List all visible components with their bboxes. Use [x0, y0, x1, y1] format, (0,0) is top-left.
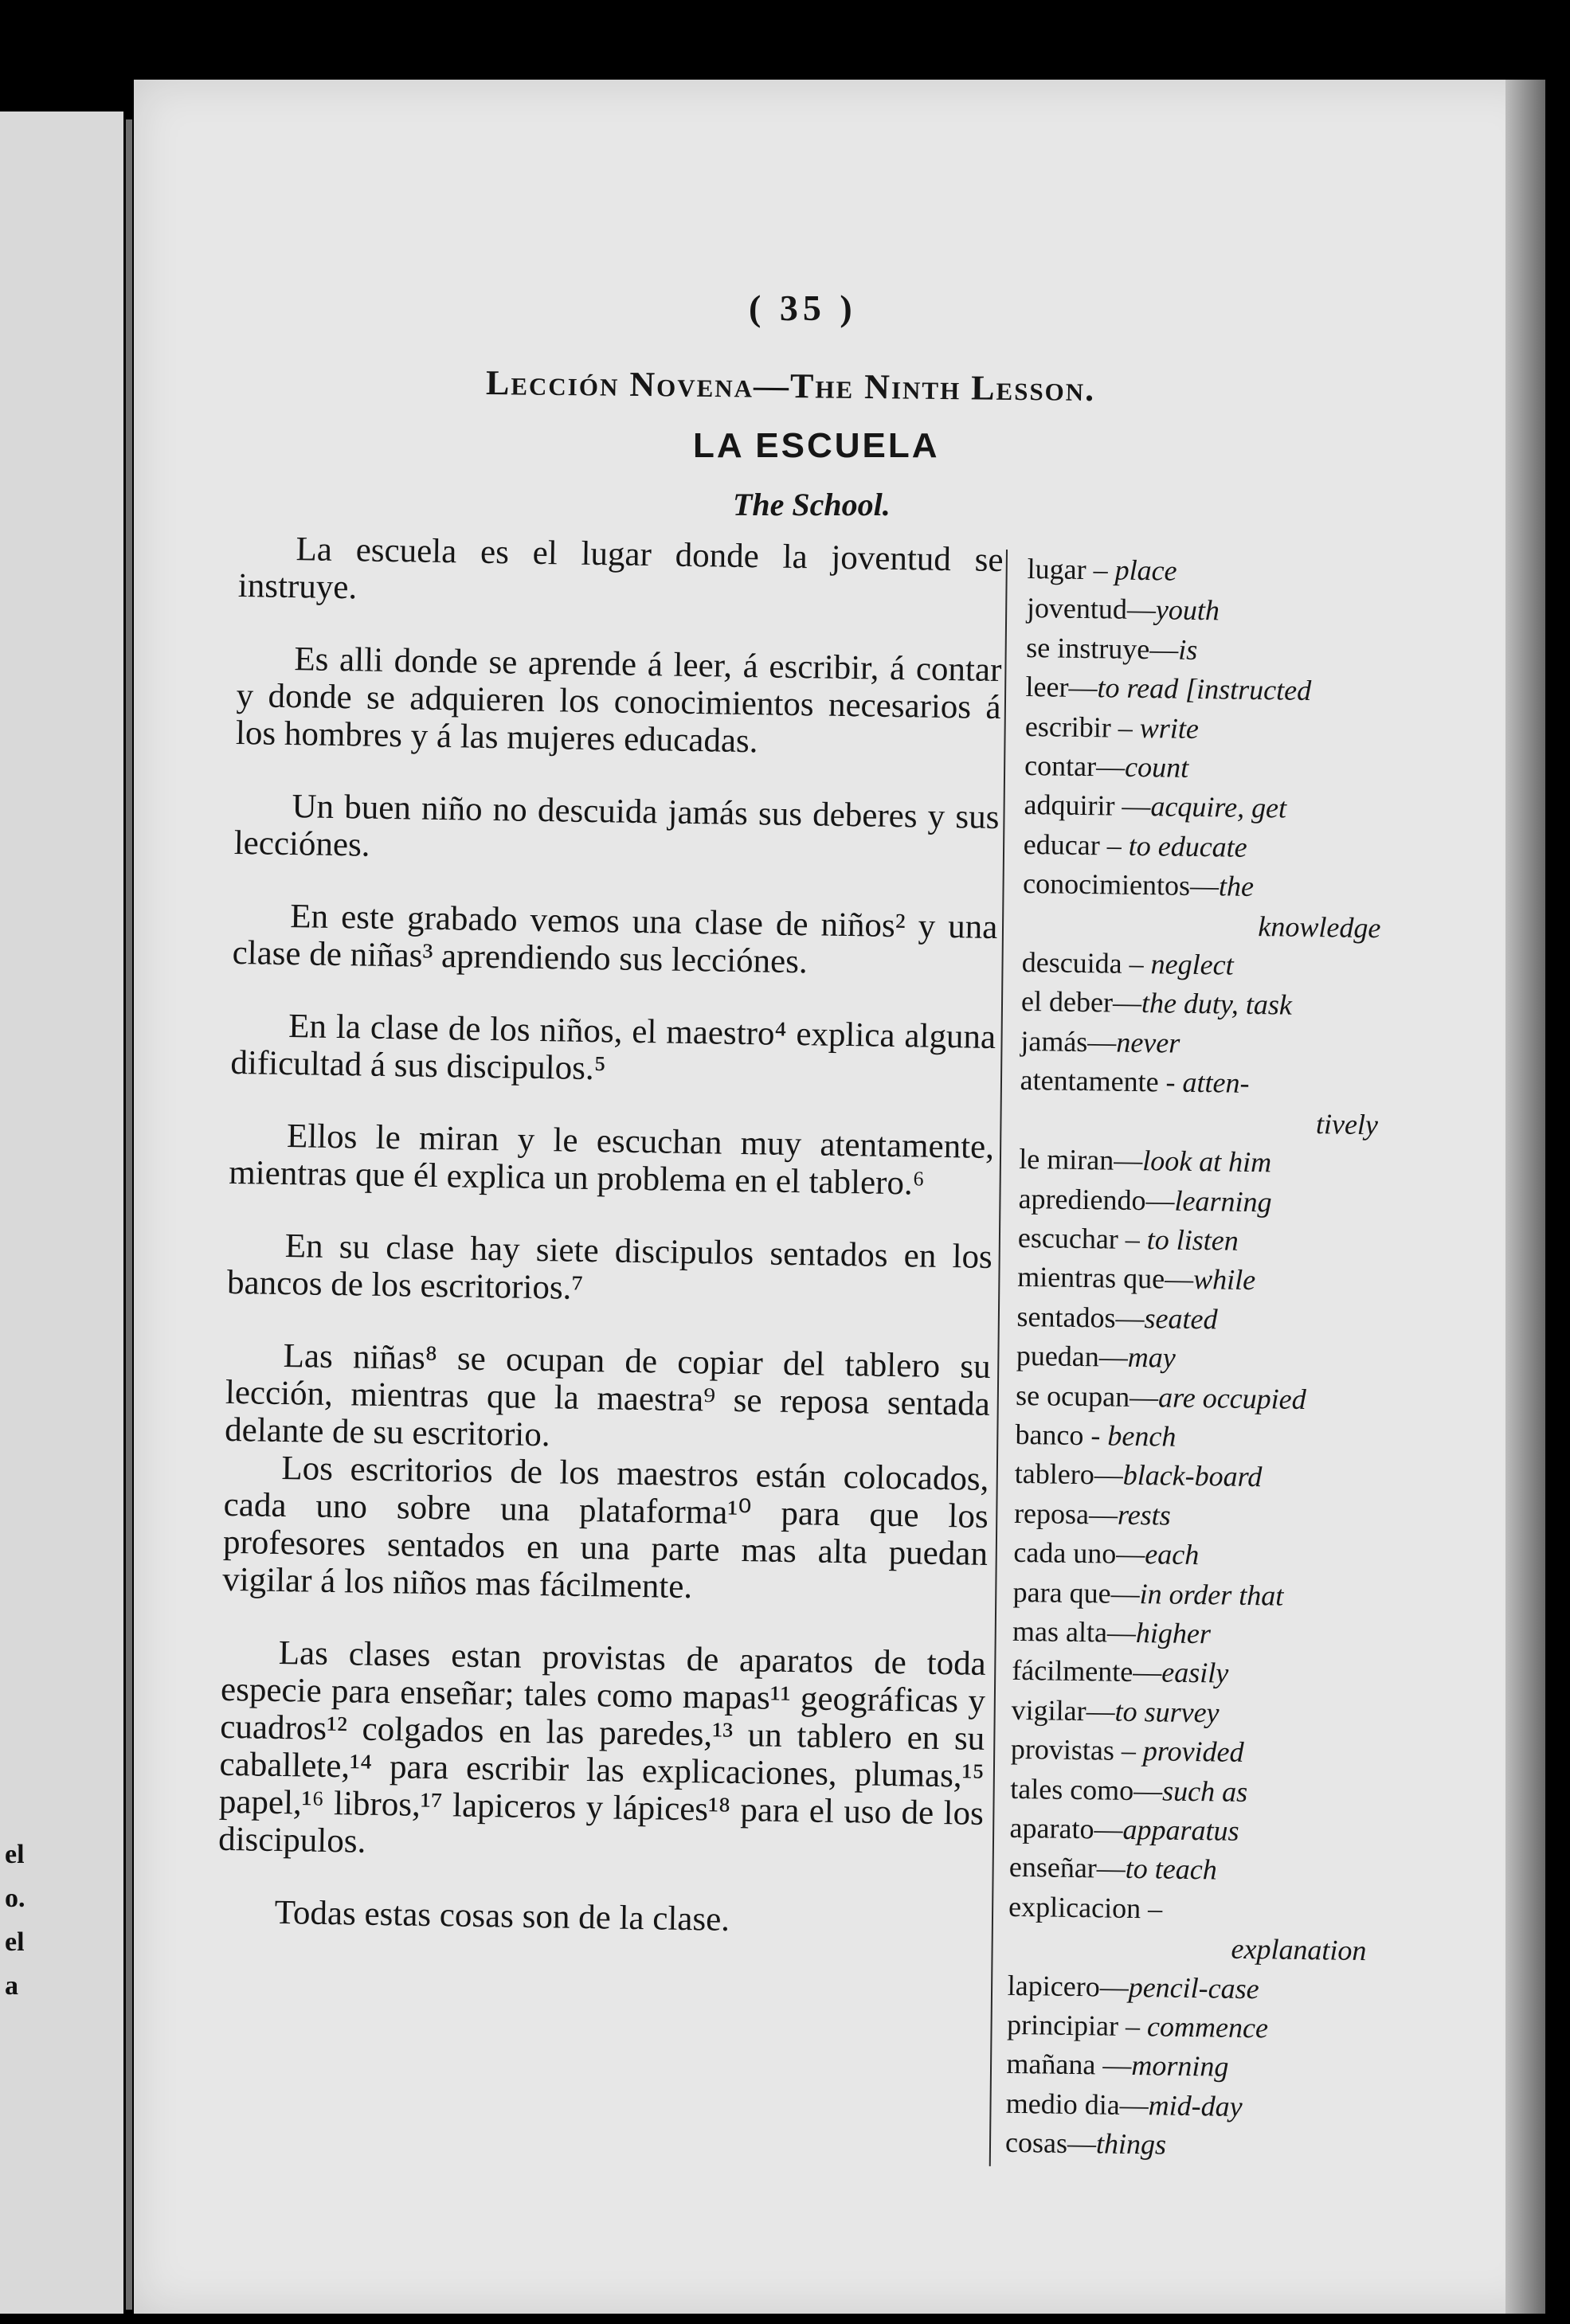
spanish-term: aprediendo—: [1018, 1182, 1175, 1217]
spanish-term: se ocupan—: [1015, 1379, 1159, 1413]
paragraph: En la clase de los niños, el maestro⁴ explica alguna dificultad á sus discipulos.⁵: [230, 1007, 996, 1088]
vocabulary-entry: [1007, 2005, 1374, 2050]
facing-page-mark: o.: [5, 1884, 25, 1913]
vocabulary-entry: [1007, 1966, 1374, 2010]
vocabulary-entry: [1015, 1415, 1382, 1460]
vocabulary-entry: [1024, 746, 1392, 791]
english-gloss: to survey: [1114, 1695, 1220, 1729]
vocabulary-entry: [1026, 628, 1393, 673]
vocabulary-entry: [1024, 785, 1391, 830]
paragraph: En este grabado vemos una clase de niños² y una clase de niñas³ aprendiendo sus lecciónes.: [232, 898, 998, 981]
english-gloss: things: [1095, 2127, 1167, 2161]
vocabulary-entry: [1027, 550, 1394, 594]
vocabulary-entry: [1020, 1022, 1388, 1066]
spanish-term: jamás—: [1020, 1024, 1117, 1058]
spanish-term: provistas –: [1010, 1733, 1144, 1767]
vocabulary-entry: [1025, 707, 1392, 752]
spanish-term: puedan—: [1016, 1340, 1129, 1373]
vocabulary-entry: [1016, 1375, 1383, 1420]
vocabulary-entry: [1016, 1297, 1384, 1342]
english-gloss: commence: [1146, 2010, 1269, 2044]
english-gloss: morning: [1131, 2049, 1229, 2083]
vocabulary-entry: [1010, 1769, 1377, 1813]
english-gloss: provided: [1142, 1735, 1244, 1769]
spanish-term: medio dia—: [1005, 2087, 1149, 2122]
paragraph: Todas estas cosas son de la clase.: [274, 1893, 730, 1939]
page-edge-shadow: [1505, 80, 1545, 2314]
vocabulary-entry: [1013, 1533, 1380, 1578]
paragraph: La escuela es el lugar donde la joventud se instruye.: [237, 530, 1004, 607]
spanish-term: aparato—: [1009, 1811, 1123, 1845]
english-gloss: higher: [1135, 1617, 1212, 1650]
lesson-body: [217, 530, 1004, 1978]
english-gloss: to listen: [1146, 1223, 1239, 1257]
spanish-term: descuida –: [1021, 946, 1151, 980]
english-gloss: such as: [1161, 1774, 1248, 1808]
english-gloss: the duty, task: [1141, 987, 1293, 1022]
spanish-term: mientras que—: [1016, 1261, 1194, 1296]
vocabulary-entry: [1027, 589, 1394, 633]
spanish-term: adquirir —: [1024, 788, 1151, 823]
english-gloss: to educate: [1128, 829, 1247, 863]
english-gloss: place: [1114, 554, 1177, 587]
spanish-term: se instruye—: [1026, 631, 1179, 666]
vocabulary-entry: [1012, 1572, 1380, 1617]
english-gloss: pencil-case: [1128, 1970, 1259, 2005]
english-gloss: the: [1218, 870, 1255, 903]
spanish-term: reposa—: [1013, 1497, 1118, 1531]
vocabulary-entry: [1018, 1219, 1385, 1263]
spanish-term: tales como—: [1010, 1772, 1163, 1807]
paragraph: Las clases estan provistas de aparatos de toda especie para enseñar; tales como mapas¹¹ geográficas y cuadros¹² colgados en las paredes,¹³ un tablero en su caballete,¹⁴ para escribir las explicaciones, plumas,¹⁵ papel,¹⁶ libros,¹⁷ lapiceros y lápices¹⁸ para el uso de los discipulos.: [217, 1633, 987, 1860]
vocabulary-entry: [1014, 1494, 1381, 1539]
vocabulary-entry: [1006, 2044, 1373, 2089]
spanish-term: mañana —: [1006, 2048, 1132, 2082]
spanish-term: principiar –: [1006, 2008, 1148, 2043]
lesson-title: Lección Novena—The Ninth Lesson.: [485, 363, 1096, 409]
vocabulary-entry: [1021, 943, 1388, 988]
spanish-term: mas alta—: [1012, 1614, 1137, 1649]
english-gloss: learning: [1174, 1184, 1272, 1218]
english-gloss: count: [1124, 750, 1189, 784]
spanish-term: enseñar—: [1008, 1851, 1126, 1885]
spanish-term: lapicero—: [1007, 1969, 1130, 2003]
facing-page-mark: a: [5, 1971, 18, 2001]
facing-page-mark: el: [5, 1840, 25, 1869]
spanish-term: leer—: [1025, 671, 1098, 704]
spanish-term: fácilmente—: [1012, 1654, 1162, 1688]
vocabulary-entry: [1009, 1848, 1376, 1892]
spanish-term: contar—: [1024, 749, 1126, 783]
vocabulary-entry: [1005, 2084, 1372, 2129]
english-gloss: to read [instructed: [1097, 671, 1312, 707]
english-gloss: seated: [1144, 1301, 1218, 1336]
section-title: LA ESCUELA: [693, 426, 940, 465]
english-gloss: youth: [1155, 593, 1220, 627]
section-subtitle: The School.: [733, 487, 891, 522]
spanish-term: le miran—: [1019, 1143, 1143, 1177]
english-gloss: rests: [1117, 1498, 1172, 1532]
english-gloss: mid-day: [1148, 2089, 1243, 2123]
vocabulary-continuation: tively: [1315, 1107, 1379, 1140]
vocabulary-entry: [1025, 667, 1392, 712]
vocabulary-entry: [1018, 1179, 1385, 1223]
spanish-term: joventud—: [1026, 592, 1157, 626]
spanish-term: conocimientos—: [1022, 867, 1220, 902]
facing-page-edge: [0, 112, 123, 2314]
english-gloss: bench: [1107, 1419, 1177, 1453]
vocabulary-entry: [1019, 1140, 1386, 1184]
vocabulary-entry: [1008, 1888, 1376, 1932]
vocabulary-entry: [1011, 1730, 1378, 1774]
english-gloss: never: [1116, 1026, 1180, 1059]
english-gloss: black-board: [1122, 1459, 1263, 1493]
spanish-term: escribir –: [1024, 710, 1141, 744]
paragraph: Ellos le miran y le escuchan muy atentamente, mientras que él explica un problema en el tablero.⁶: [228, 1117, 995, 1203]
paragraph: Las niñas⁸ se ocupan de copiar del tablero su lección, mientras que la maestra⁹ se reposa sentada delante de su escritorio.: [224, 1337, 991, 1454]
vocabulary-entry: [1012, 1612, 1380, 1657]
spanish-term: tablero—: [1014, 1457, 1124, 1492]
english-gloss: in order that: [1139, 1577, 1284, 1612]
vocabulary-entry: [1023, 864, 1390, 909]
vocabulary-continuation: explanation: [1231, 1932, 1367, 1967]
english-gloss: each: [1145, 1538, 1200, 1571]
english-gloss: acquire, get: [1150, 790, 1287, 825]
spanish-term: para que—: [1012, 1575, 1140, 1610]
english-gloss: write: [1139, 711, 1200, 745]
spanish-term: lugar –: [1027, 552, 1115, 586]
vocabulary-entry: [1014, 1454, 1381, 1499]
vocabulary-entry: [1016, 1336, 1384, 1381]
spanish-term: cada uno—: [1013, 1536, 1145, 1571]
spanish-term: explicacion –: [1008, 1890, 1163, 1925]
paragraph: Es alli donde se aprende á leer, á escribir, á contar y donde se adquieren los conocimientos necesarios á los hombres y á las mujeres educadas.: [235, 640, 1002, 761]
english-gloss: easily: [1161, 1656, 1229, 1690]
spanish-term: el deber—: [1020, 985, 1142, 1019]
spanish-term: escuchar –: [1017, 1221, 1148, 1256]
english-gloss: atten-: [1182, 1066, 1250, 1100]
english-gloss: may: [1127, 1340, 1177, 1374]
vocabulary-entry: [1005, 2123, 1372, 2168]
english-gloss: are occupied: [1157, 1380, 1306, 1415]
spanish-term: atentamente -: [1020, 1064, 1183, 1099]
english-gloss: neglect: [1150, 948, 1234, 981]
english-gloss: look at him: [1141, 1144, 1272, 1179]
vocabulary-entry: [1009, 1809, 1376, 1853]
paragraph: Los escritorios de los maestros están colocados, cada uno sobre una plataforma¹⁰ para que los profesores sentados en una parte mas alta puedan vigilar á los niños mas fácilmente.: [221, 1449, 989, 1606]
english-gloss: is: [1177, 633, 1198, 666]
spanish-term: sentados—: [1016, 1300, 1145, 1334]
paragraph: En su clase hay siete discipulos sentados en los bancos de los escritorios.⁷: [226, 1227, 993, 1307]
spanish-term: cosas—: [1004, 2126, 1097, 2160]
page-number: ( 35 ): [749, 288, 857, 328]
vocabulary-entry: [1021, 982, 1388, 1027]
english-gloss: while: [1192, 1263, 1256, 1297]
facing-page-mark: el: [5, 1927, 25, 1957]
paragraph: Un buen niño no descuida jamás sus deberes y sus lecciónes.: [233, 788, 1000, 864]
vocabulary-list: [1005, 550, 1394, 2168]
vocabulary-continuation: knowledge: [1258, 910, 1381, 944]
vocabulary-entry: [1020, 1061, 1387, 1105]
vocabulary-entry: [1023, 825, 1390, 870]
vocabulary-entry: [1012, 1651, 1379, 1696]
book-gutter: [126, 119, 132, 2310]
english-gloss: to teach: [1125, 1853, 1218, 1886]
spanish-term: educar –: [1023, 827, 1130, 862]
vocabulary-entry: [1017, 1258, 1384, 1302]
spanish-term: vigilar—: [1011, 1693, 1115, 1727]
vocabulary-entry: [1011, 1691, 1378, 1735]
spanish-term: banco -: [1015, 1418, 1108, 1452]
english-gloss: apparatus: [1122, 1813, 1239, 1847]
